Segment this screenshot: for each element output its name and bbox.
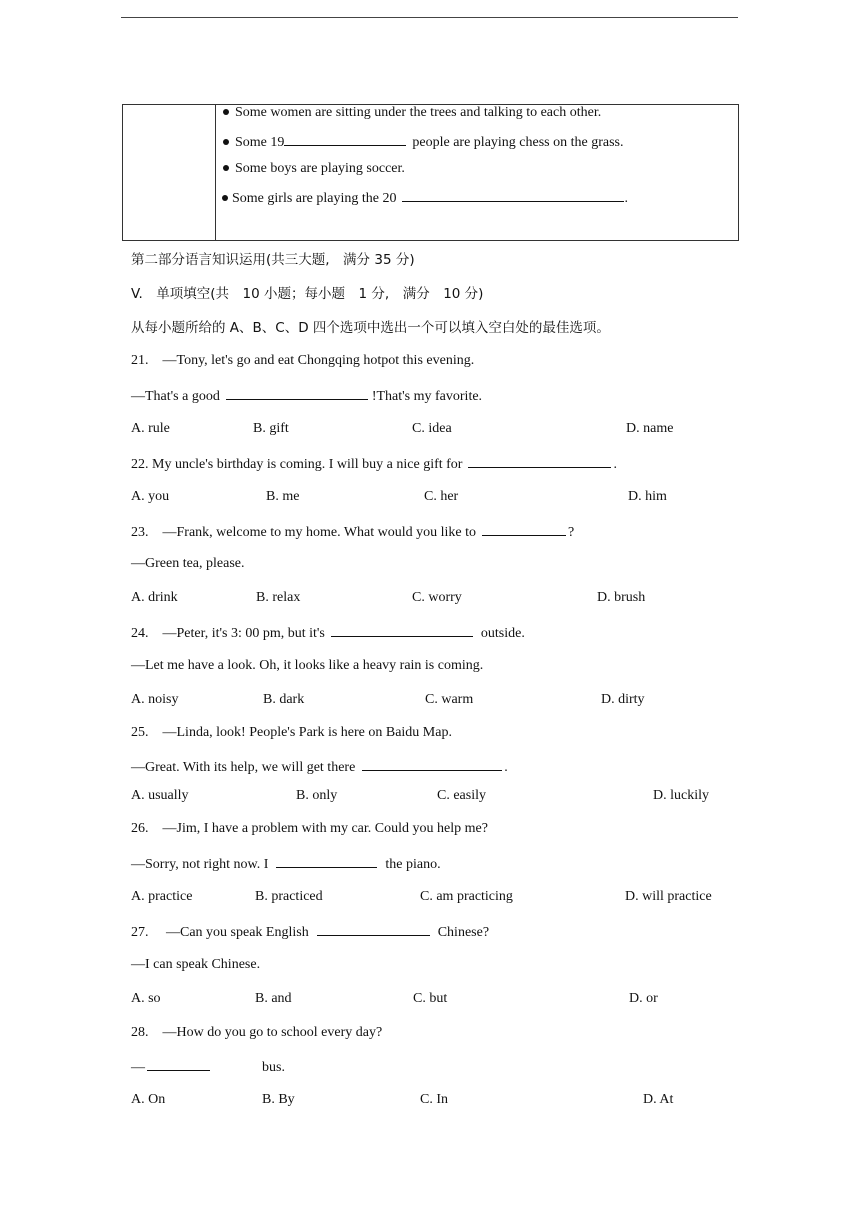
section-subtitle: V. 单项填空(共 10 小题；每小题 1 分, 满分 10 分) [131, 286, 484, 302]
table-label-cell [123, 105, 216, 241]
answer-blank[interactable] [147, 1058, 210, 1071]
option-a[interactable]: A. you [131, 489, 170, 504]
option-b[interactable]: B. dark [263, 692, 305, 707]
answer-blank[interactable] [468, 455, 611, 468]
option-d[interactable]: D. luckily [653, 788, 709, 803]
option-a[interactable]: A. rule [131, 421, 170, 436]
bullet-line [216, 161, 738, 189]
bullet-text: Some women are sitting under the trees and talking to each other. [235, 105, 602, 120]
question-response-25: —Great. With its help, we will get there . [131, 760, 508, 775]
option-a[interactable]: A. noisy [131, 692, 179, 707]
answer-blank[interactable] [482, 523, 566, 536]
option-d[interactable]: D. brush [597, 590, 646, 605]
question-response-26: —Sorry, not right now. I the piano. [131, 857, 441, 872]
option-b[interactable]: B. relax [256, 590, 301, 605]
question-stem-24: 24. —Peter, it's 3: 00 pm, but it's outside. [131, 626, 525, 641]
question-response-28: — bus. [131, 1060, 285, 1075]
question-response-21: —That's a good !That's my favorite. [131, 389, 483, 404]
header-rule [121, 17, 738, 18]
section-instruction: 从每小题所给的 A、B、C、D 四个选项中选出一个可以填入空白处的最佳选项。 [131, 320, 610, 336]
bullet-line [216, 189, 738, 217]
bullet-text: Some 19 [235, 135, 285, 150]
option-c[interactable]: C. worry [412, 590, 462, 605]
option-a[interactable]: A. practice [131, 889, 193, 904]
option-a[interactable]: A. so [131, 991, 161, 1006]
option-d[interactable]: D. or [629, 991, 658, 1006]
bullet-text: Some girls are playing the 20 [232, 191, 397, 206]
option-c[interactable]: C. In [420, 1092, 448, 1107]
option-c[interactable]: C. but [413, 991, 448, 1006]
bullet-icon [223, 139, 229, 145]
question-stem-21: 21. —Tony, let's go and eat Chongqing hotpot this evening. [131, 353, 475, 368]
option-a[interactable]: A. On [131, 1092, 166, 1107]
question-response-27: —I can speak Chinese. [131, 957, 261, 972]
answer-blank[interactable] [276, 855, 377, 868]
question-stem-28: 28. —How do you go to school every day? [131, 1025, 383, 1040]
table-content-cell [216, 105, 739, 241]
question-stem-27: 27. —Can you speak English Chinese? [131, 925, 490, 940]
question-response-23: —Green tea, please. [131, 556, 245, 571]
answer-blank-20[interactable] [402, 189, 624, 202]
bullet-icon [223, 109, 229, 115]
bullet-line [216, 133, 738, 161]
option-c[interactable]: C. easily [437, 788, 486, 803]
option-b[interactable]: B. gift [253, 421, 289, 436]
option-c[interactable]: C. her [424, 489, 459, 504]
part-title: 第二部分语言知识运用(共三大题, 满分 35 分) [131, 252, 415, 268]
option-b[interactable]: B. me [266, 489, 300, 504]
option-c[interactable]: C. am practicing [420, 889, 513, 904]
bullet-line [216, 105, 738, 133]
answer-blank[interactable] [226, 387, 368, 400]
picture-description-table [122, 104, 739, 241]
answer-blank[interactable] [362, 758, 502, 771]
bullet-icon [222, 195, 228, 201]
question-stem-22: 22. My uncle's birthday is coming. I will buy a nice gift for . [131, 457, 617, 472]
bullet-text-after: . [624, 191, 628, 206]
bullet-icon [223, 165, 229, 171]
option-d[interactable]: D. name [626, 421, 674, 436]
option-b[interactable]: B. only [296, 788, 338, 803]
question-stem-25: 25. —Linda, look! People's Park is here on Baidu Map. [131, 725, 452, 740]
option-a[interactable]: A. usually [131, 788, 189, 803]
answer-blank[interactable] [317, 923, 430, 936]
answer-blank-19[interactable] [284, 133, 406, 146]
option-b[interactable]: B. practiced [255, 889, 323, 904]
question-stem-26: 26. —Jim, I have a problem with my car. Could you help me? [131, 821, 488, 836]
option-a[interactable]: A. drink [131, 590, 178, 605]
option-d[interactable]: D. will practice [625, 889, 712, 904]
option-c[interactable]: C. warm [425, 692, 474, 707]
option-d[interactable]: D. At [643, 1092, 674, 1107]
question-stem-23: 23. —Frank, welcome to my home. What would you like to ? [131, 525, 575, 540]
answer-blank[interactable] [331, 624, 473, 637]
question-response-24: —Let me have a look. Oh, it looks like a heavy rain is coming. [131, 658, 484, 673]
option-d[interactable]: D. him [628, 489, 667, 504]
option-c[interactable]: C. idea [412, 421, 452, 436]
bullet-text-after: people are playing chess on the grass. [412, 135, 624, 150]
option-b[interactable]: B. and [255, 991, 292, 1006]
bullet-text: Some boys are playing soccer. [235, 161, 405, 176]
option-b[interactable]: B. By [262, 1092, 295, 1107]
option-d[interactable]: D. dirty [601, 692, 645, 707]
